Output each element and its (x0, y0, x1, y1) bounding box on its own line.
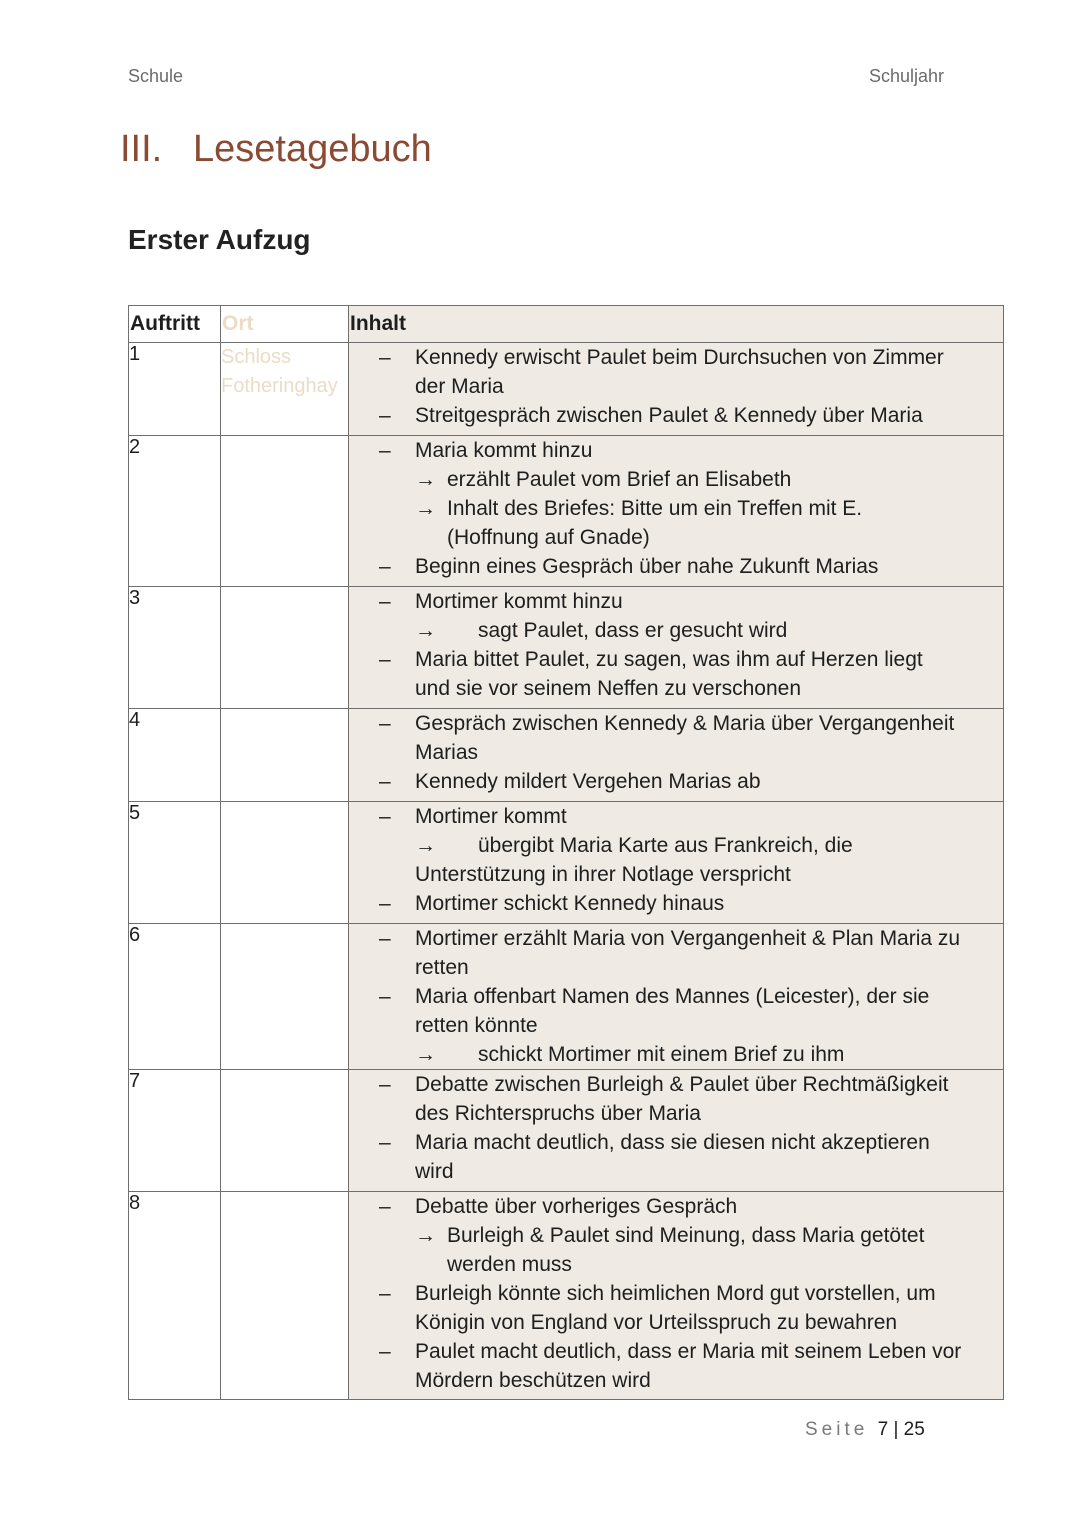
content-line (349, 616, 1003, 645)
column-header-inhalt: Inhalt (349, 306, 1004, 343)
dash-bullet-icon: – (379, 1131, 391, 1154)
content-line (349, 401, 1003, 430)
content-line (349, 1279, 1003, 1308)
content-text: werden muss (447, 1253, 572, 1276)
dash-bullet-icon: – (379, 770, 391, 793)
arrow-right-icon: → (415, 619, 436, 642)
table-row (129, 436, 1004, 587)
section-number: III. (120, 128, 163, 170)
ort-cell (221, 436, 349, 587)
content-line (349, 1157, 1003, 1186)
content-text: Streitgespräch zwischen Paulet & Kennedy über Maria (415, 404, 923, 427)
inhalt-cell (349, 587, 1004, 709)
dash-bullet-icon: – (379, 346, 391, 369)
content-line (349, 802, 1003, 831)
content-line (349, 1337, 1003, 1366)
content-text: der Maria (415, 375, 504, 398)
table-row (129, 802, 1004, 924)
arrow-right-icon: → (415, 497, 436, 520)
table-row (129, 1070, 1004, 1192)
content-line (349, 1011, 1003, 1040)
content-text: Unterstützung in ihrer Notlage verspricht (415, 863, 791, 886)
auftritt-number: 2 (129, 436, 221, 587)
content-text: Maria offenbart Namen des Mannes (Leicester), der sie (415, 985, 930, 1008)
content-line (349, 860, 1003, 889)
reading-diary-table (128, 305, 1004, 1400)
content-text: Kennedy erwischt Paulet beim Durchsuchen von Zimmer (415, 346, 944, 369)
inhalt-cell (349, 436, 1004, 587)
content-line (349, 1221, 1003, 1250)
content-text: Inhalt des Briefes: Bitte um ein Treffen mit E. (447, 497, 863, 520)
inhalt-cell (349, 802, 1004, 924)
dash-bullet-icon: – (379, 712, 391, 735)
content-text: retten könnte (415, 1014, 538, 1037)
content-text: Paulet macht deutlich, dass er Maria mit seinem Leben vor (415, 1340, 962, 1363)
auftritt-number: 8 (129, 1192, 221, 1400)
content-text: wird (415, 1160, 454, 1183)
content-line (349, 1099, 1003, 1128)
dash-bullet-icon: – (379, 590, 391, 613)
content-text: Mortimer erzählt Maria von Vergangenheit & Plan Maria zu (415, 927, 961, 950)
content-text: erzählt Paulet vom Brief an Elisabeth (447, 468, 792, 491)
ort-text: Fotheringhay (221, 375, 338, 397)
dash-bullet-icon: – (379, 1340, 391, 1363)
auftritt-number: 1 (129, 343, 221, 436)
ort-cell (221, 587, 349, 709)
content-text: Mortimer schickt Kennedy hinaus (415, 892, 725, 915)
dash-bullet-icon: – (379, 1195, 391, 1218)
dash-bullet-icon: – (379, 555, 391, 578)
content-line (349, 709, 1003, 738)
dash-bullet-icon: – (379, 985, 391, 1008)
content-line (349, 982, 1003, 1011)
section-title: Lesetagebuch (193, 128, 432, 170)
dash-bullet-icon: – (379, 439, 391, 462)
content-line (349, 831, 1003, 860)
ort-cell (221, 343, 349, 436)
content-text: (Hoffnung auf Gnade) (447, 526, 650, 549)
content-text: Marias (415, 741, 479, 764)
dash-bullet-icon: – (379, 805, 391, 828)
content-line (349, 343, 1003, 372)
content-line (349, 465, 1003, 494)
auftritt-number: 5 (129, 802, 221, 924)
content-line (349, 645, 1003, 674)
auftritt-number: 3 (129, 587, 221, 709)
dash-bullet-icon: – (379, 927, 391, 950)
dash-bullet-icon: – (379, 892, 391, 915)
section-heading (120, 128, 432, 171)
inhalt-cell (349, 924, 1004, 1070)
content-line (349, 953, 1003, 982)
content-text: Debatte über vorheriges Gespräch (415, 1195, 738, 1218)
ort-cell (221, 802, 349, 924)
content-text: Maria bittet Paulet, zu sagen, was ihm auf Herzen liegt (415, 648, 923, 671)
content-text: sagt Paulet, dass er gesucht wird (478, 619, 788, 642)
content-line (349, 1250, 1003, 1279)
page-footer (805, 1419, 925, 1441)
content-text: Königin von England vor Urteilsspruch zu bewahren (415, 1311, 898, 1334)
content-line (349, 552, 1003, 581)
content-text: des Richterspruchs über Maria (415, 1102, 701, 1125)
table-row (129, 709, 1004, 802)
content-line (349, 738, 1003, 767)
content-text: Gespräch zwischen Kennedy & Maria über Vergangenheit (415, 712, 955, 735)
auftritt-number: 6 (129, 924, 221, 1070)
content-text: übergibt Maria Karte aus Frankreich, die (478, 834, 853, 857)
content-text: Kennedy mildert Vergehen Marias ab (415, 770, 761, 793)
content-text: und sie vor seinem Neffen zu verschonen (415, 677, 801, 700)
content-line (349, 436, 1003, 465)
header-left: Schule (128, 66, 184, 86)
dash-bullet-icon: – (379, 1073, 391, 1096)
content-line (349, 1308, 1003, 1337)
header-right: Schuljahr (869, 66, 945, 86)
content-text: Mördern beschützen wird (415, 1369, 651, 1392)
content-text: Burleigh & Paulet sind Meinung, dass Maria getötet (447, 1224, 925, 1247)
content-text: retten (415, 956, 469, 979)
content-line (349, 889, 1003, 918)
dash-bullet-icon: – (379, 1282, 391, 1305)
arrow-right-icon: → (415, 1043, 436, 1066)
arrow-right-icon: → (415, 834, 436, 857)
table-row (129, 1192, 1004, 1400)
table-row (129, 587, 1004, 709)
page-number: 7 | 25 (877, 1419, 925, 1440)
ort-cell (221, 924, 349, 1070)
subheading: Erster Aufzug (128, 224, 311, 255)
content-line (349, 1192, 1003, 1221)
content-line (349, 1128, 1003, 1157)
arrow-right-icon: → (415, 1224, 436, 1247)
ort-cell (221, 1192, 349, 1400)
content-text: schickt Mortimer mit einem Brief zu ihm (478, 1043, 845, 1066)
content-text: Mortimer kommt (415, 805, 567, 828)
column-header-auftritt: Auftritt (129, 306, 221, 343)
content-text: Burleigh könnte sich heimlichen Mord gut vorstellen, um (415, 1282, 936, 1305)
dash-bullet-icon: – (379, 404, 391, 427)
content-line (349, 494, 1003, 523)
auftritt-number: 4 (129, 709, 221, 802)
inhalt-cell (349, 343, 1004, 436)
content-line (349, 1070, 1003, 1099)
content-line (349, 523, 1003, 552)
page-label: Seite (805, 1419, 869, 1440)
inhalt-cell (349, 1070, 1004, 1192)
auftritt-number: 7 (129, 1070, 221, 1192)
content-text: Beginn eines Gespräch über nahe Zukunft Marias (415, 555, 879, 578)
ort-cell (221, 709, 349, 802)
column-header-ort: Ort (221, 306, 349, 343)
table-row (129, 924, 1004, 1070)
content-text: Mortimer kommt hinzu (415, 590, 623, 613)
ort-text: Schloss (221, 346, 292, 368)
content-line (349, 767, 1003, 796)
dash-bullet-icon: – (379, 648, 391, 671)
content-text: Debatte zwischen Burleigh & Paulet über Rechtmäßigkeit (415, 1073, 949, 1096)
content-line (349, 1040, 1003, 1069)
inhalt-cell (349, 1192, 1004, 1400)
content-line (349, 372, 1003, 401)
content-text: Maria kommt hinzu (415, 439, 593, 462)
ort-cell (221, 1070, 349, 1192)
content-line (349, 587, 1003, 616)
table-body (129, 343, 1004, 1400)
content-line (349, 674, 1003, 703)
table-row (129, 343, 1004, 436)
content-text: Maria macht deutlich, dass sie diesen nicht akzeptieren (415, 1131, 930, 1154)
table-header-row (129, 306, 1004, 343)
inhalt-cell (349, 709, 1004, 802)
arrow-right-icon: → (415, 468, 436, 491)
content-line (349, 924, 1003, 953)
content-line (349, 1366, 1003, 1395)
